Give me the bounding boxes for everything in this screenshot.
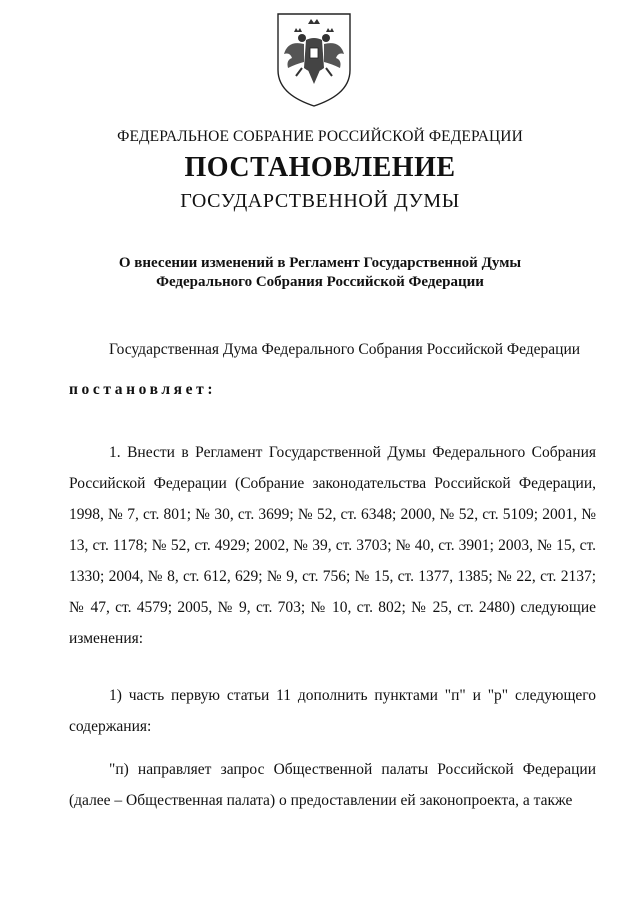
double-headed-eagle-emblem-icon bbox=[272, 10, 356, 108]
quoted-point-p-paragraph: "п) направляет запрос Общественной палаты Российской Федерации (далее – Общественная палата) о предоставлении ей законопроекта, а также bbox=[69, 761, 596, 809]
subject-line-1: О внесении изменений в Регламент Государственной Думы bbox=[118, 255, 522, 271]
resolves-word: постановляет: bbox=[69, 381, 217, 398]
item-1-paragraph: 1. Внести в Регламент Государственной Думы Федерального Собрания Российской Федерации (Собрание законодательства Российской Федерации, 1998, № 7, ст. 801; № 30, ст. 3699; № 52, ст. 6348; 2000, № 52, ст. 5109; 2001, № 13, ст. 1178; № 52, ст. 4929; 2002, № 39, ст. 3703; № 40, ст. 3901; 2003, № 15, ст. 1330; 2004, № 8, ст. 612, 629; № 9, ст. 756; № 15, ст. 1377, 1385; № 22, ст. 2137; № 47, ст. 4579; 2005, № 9, ст. 703; № 10, ст. 802; № 25, ст. 2480) следующие изменения: bbox=[69, 444, 596, 647]
issuer-subtitle: ГОСУДАРСТВЕННОЙ ДУМЫ bbox=[180, 190, 460, 212]
resolution-subject bbox=[0, 254, 640, 292]
organization-name: ФЕДЕРАЛЬНОЕ СОБРАНИЕ РОССИЙСКОЙ ФЕДЕРАЦИИ bbox=[117, 128, 523, 145]
subitem-1-paragraph: 1) часть первую статьи 11 дополнить пунктами "п" и "р" следующего содержания: bbox=[69, 687, 596, 735]
preamble-paragraph: Государственная Дума Федерального Собрания Российской Федерации bbox=[109, 341, 581, 358]
subject-line-2: Федерального Собрания Российской Федерации bbox=[156, 274, 484, 290]
document-type-title: ПОСТАНОВЛЕНИЕ bbox=[184, 152, 456, 183]
